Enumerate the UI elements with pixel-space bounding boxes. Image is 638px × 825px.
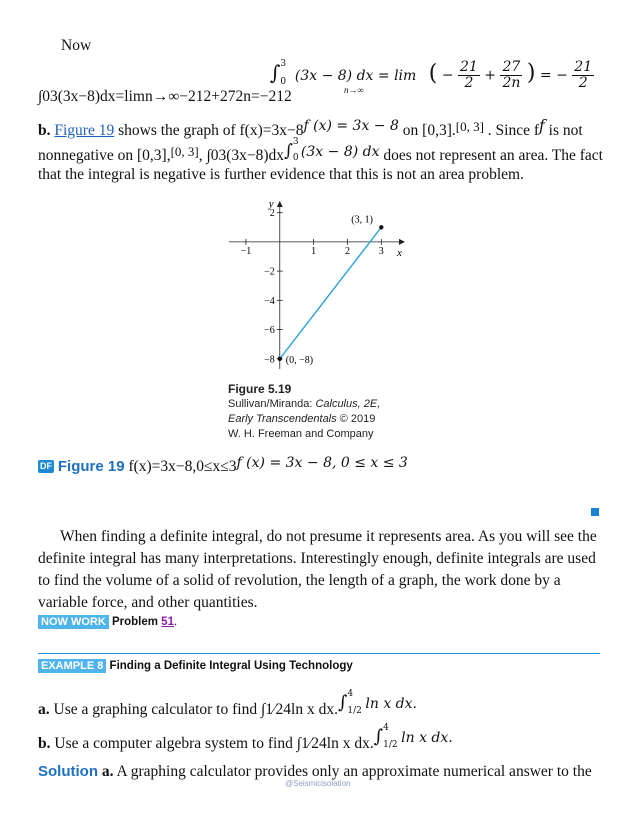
x-tick-label: 3 (378, 245, 384, 257)
figure-19-link[interactable]: Figure 19 (54, 122, 115, 139)
limit-equation-plain: ∫03(3x−8)dx=limn→∞−212+272n=−212 (38, 88, 292, 105)
now-work-line: NOW WORK Problem 51. (38, 616, 177, 628)
endpoint-dot (379, 225, 383, 229)
integrand: (3x − 8) dx = lim (294, 67, 417, 84)
end-marker-square (591, 508, 599, 516)
point-label-top: (3, 1) (351, 214, 373, 226)
int-lower: 0 (280, 76, 287, 87)
y-tick-label: −4 (264, 295, 275, 307)
y-axis-label: y (268, 198, 274, 210)
solution-line: Solution a. A graphing calculator provides only an approximate numerical answer to the (38, 763, 592, 780)
section-divider (38, 653, 600, 654)
part-b-line3: that the integral is negative is further evidence that this is not an area problem. (38, 166, 524, 183)
example-title: Finding a Definite Integral Using Technology (106, 660, 353, 672)
x-axis-arrow (399, 239, 405, 245)
figure-ref-label: Figure 19 (57, 458, 125, 475)
y-tick-label: −2 (264, 266, 275, 278)
df-badge[interactable]: DF (40, 461, 52, 471)
fraction-2: $\frac{27}{2n}$ (502, 59, 521, 91)
caption-title: Figure 5.19 (228, 382, 292, 396)
figure-caption: Figure 5.19 Sullivan/Miranda: Calculus, 2E, Early Transcendentals © 2019 W. H. Freeman and Company (228, 382, 381, 440)
part-b-line1: b. Figure 19 shows the graph of f(x)=3x−8f (x) = 3x − 8 on [0,3].[0, 3] . Since ff is not (38, 117, 583, 139)
example-part-a: a. Use a graphing calculator to find ∫1⁄24ln x dx.∫ 4 1/2 ln x dx. (38, 689, 417, 718)
problem-51-link[interactable]: 51 (161, 616, 174, 628)
graph-axes (229, 198, 405, 369)
example-tag: EXAMPLE 8 (38, 659, 106, 673)
part-b-line2: nonnegative on [0,3],[0, 3], ∫03(3x−8)dx∫ 3 0 (3x − 8) dx does not represent an area. The fact (38, 137, 603, 164)
y-tick-label: 2 (269, 208, 275, 220)
endpoint-dot (278, 357, 282, 361)
fraction-1: $\frac{21}{2}$ (460, 59, 478, 91)
point-label-bottom: (0, −8) (285, 354, 314, 366)
y-tick-label: −8 (264, 354, 275, 366)
example-part-b: b. Use a computer algebra system to find ∫1⁄24ln x dx.∫ 4 1/2 ln x dx. (38, 723, 453, 752)
x-tick-label: 1 (311, 245, 317, 257)
y-axis-arrow (277, 201, 283, 207)
lim-subscript: n→∞ (344, 85, 364, 95)
graph-marks (278, 214, 384, 365)
function-line (280, 227, 382, 358)
now-text: Now (61, 37, 92, 54)
x-tick-label: −1 (240, 245, 252, 257)
fraction-3: $\frac{21}{2}$ (574, 59, 593, 91)
function-graph (225, 195, 415, 375)
y-tick-label: −6 (264, 325, 275, 337)
example-heading (38, 660, 353, 672)
int-upper: 3 (280, 58, 287, 69)
x-tick-label: 2 (344, 245, 350, 257)
graph-ticks (241, 208, 384, 365)
figure-reference: DF Figure 19 f(x)=3x−8,0≤x≤3f (x) = 3x − 8, 0 ≤ x ≤ 3 (40, 455, 408, 475)
solution-label: Solution (38, 763, 98, 780)
x-axis-label: x (397, 246, 402, 259)
body-paragraph: When finding a definite integral, do not presume it represents area. As you will see the definite integral has many interpretations. Interestingly enough, definite integrals are used to find the volume of a solid of revolution, the length of a graph, the work done by a variable force, and other quantities. (38, 528, 597, 611)
now-work-tag: NOW WORK (38, 615, 109, 629)
part-b-label: b. (38, 122, 51, 139)
result-lead: = − (539, 67, 568, 84)
watermark: @Seismicisolation (285, 779, 351, 788)
limit-equation: ∫ 3 0 (3x − 8) dx = lim ( − $\frac{21}{2}$ + $\frac{27}{2n}$ ) = − $\frac{21}{2}$ (270, 58, 593, 91)
